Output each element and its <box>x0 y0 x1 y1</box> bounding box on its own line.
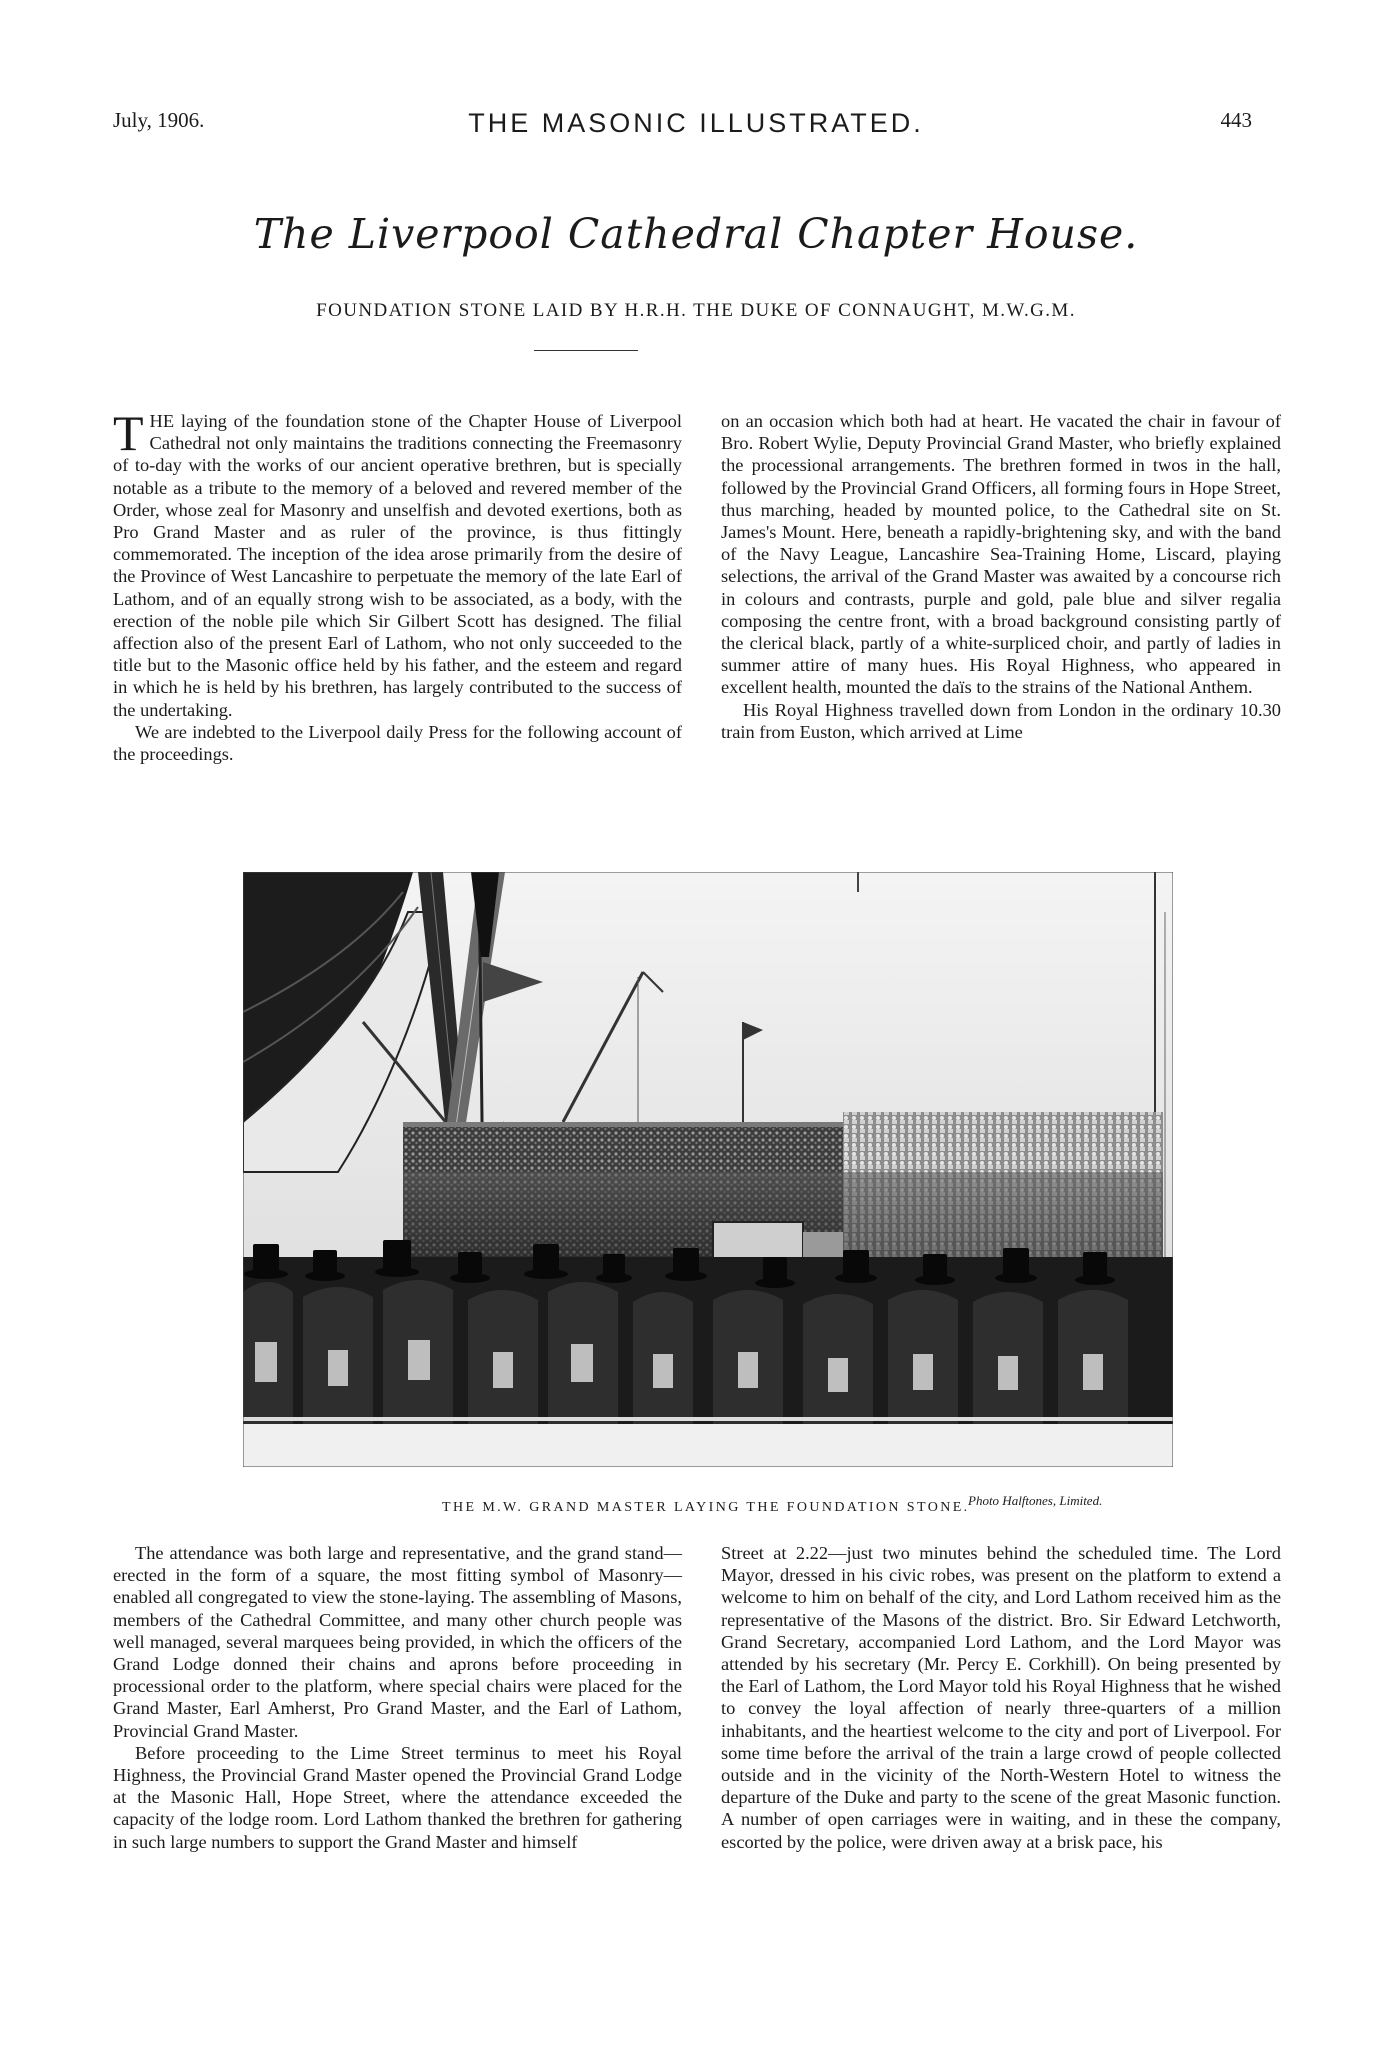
paragraph: Street at 2.22—just two minutes behind the scheduled time. The Lord Mayor, dressed in his civic robes, was present on the platform to extend a welcome to him on behalf of the city, and Lord Lathom received him as the representative of the Masons of the district. Bro. Sir Edward Letchworth, Grand Secretary, accompanied Lord Lathom, and the Lord Mayor was attended by his secretary (Mr. Percy E. Corkhill). On being presented by the Earl of Lathom, the Lord Mayor told his Royal Highness that he wished to convey the loyal affection of nearly three-quarters of a million inhabitants, and the heartiest welcome to the city and port of Liverpool. For some time before the arrival of the train a large crowd of people collected outside and in the vicinity of the North-Western Hotel to witness the departure of the Duke and party to the scene of the great Masonic function. A number of open carriages were in waiting, and in these the company, escorted by the police, were driven away at a brisk pace, his <box>721 1543 1281 1852</box>
article-title: The Liverpool Cathedral Chapter House. <box>253 210 1139 258</box>
page-number: 443 <box>1220 108 1252 132</box>
running-header <box>0 108 1392 148</box>
paragraph: Before proceeding to the Lime Street terminus to meet his Royal Highness, the Provincial Grand Master opened the Provincial Grand Lodge at the Masonic Hall, Hope Street, where the attendance exceeded the capacity of the lodge room. Lord Lathom thanked the brethren for gathering in such large numbers to support the Grand Master and himself <box>113 1742 682 1852</box>
drop-cap: T <box>113 405 144 461</box>
photo-caption: THE M.W. GRAND MASTER LAYING THE FOUNDATION STONE. <box>442 1500 970 1515</box>
text-column-2 <box>721 410 1281 743</box>
paragraph: His Royal Highness travelled down from London in the ordinary 10.30 train from Euston, which arrived at Lime <box>721 699 1281 742</box>
paragraph: on an occasion which both had at heart. He vacated the chair in favour of Bro. Robert Wylie, Deputy Provincial Grand Master, who briefly explained the processional arrangements. The brethren formed in twos in the hall, followed by the Provincial Grand Officers, all forming fours in Hope Street, thus marching, headed by mounted police, to the Cathedral site on St. James's Mount. Here, beneath a rapidly-brightening sky, and with the band of the Navy League, Lancashire Sea-Training Home, Liscard, playing selections, the arrival of the Grand Master was awaited by a concourse rich in colours and contrasts, purple and gold, pale blue and silver regalia composing the centre front, with a broad background consisting partly of the clerical black, partly of a white-surpliced choir, and partly of ladies in summer attire of many hues. His Royal Highness, who appeared in excellent health, mounted the daïs to the strains of the National Anthem. <box>721 411 1281 698</box>
paragraph: The attendance was both large and representative, and the grand stand—erected in the form of a square, the most fitting symbol of Masonry—enabled all congregated to view the stone-laying. The assembling of Masons, members of the Cathedral Committee, and many other church people was well managed, several marquees being provided, in which the officers of the Grand Lodge donned their chains and aprons before proceeding in processional order to the platform, where special chairs were placed for the Grand Master, Earl Amherst, Pro Grand Master, and the Earl of Lathom, Provincial Grand Master. <box>113 1543 682 1741</box>
paragraph: We are indebted to the Liverpool daily Press for the following account of the proceedings. <box>113 721 682 765</box>
paragraph-text: HE laying of the foundation stone of the Chapter House of Liverpool Cathedral not only maintains the traditions connecting the Freemasonry of to-day with the works of our ancient operative brethren, but is specially notable as a tribute to the memory of a beloved and revered member of the Order, whose zeal for Masonry and unselfish and devoted exertions, both as Pro Grand Master and as ruler of the province, is thus fittingly commemorated. The inception of the idea arose primarily from the desire of the Province of West Lancashire to perpetuate the memory of the late Earl of Lathom, and of an equally strong wish to be associated, as a body, with the erection of the noble pile which Sir Gilbert Scott has designed. The filial affection also of the present Earl of Lathom, who not only succeeded to the title but to the Masonic office held by his father, and the esteem and regard in which he is held by his brethren, has largely contributed to the success of the undertaking. <box>113 411 682 720</box>
photo-credit: Photo Halftones, Limited. <box>968 1493 1103 1508</box>
ceremony-photograph <box>243 872 1173 1467</box>
article-subtitle: FOUNDATION STONE LAID BY H.R.H. THE DUKE OF CONNAUGHT, M.W.G.M. <box>316 300 1076 321</box>
text-column-4 <box>721 1542 1281 1853</box>
text-column-3 <box>113 1542 682 1853</box>
text-column-1 <box>113 405 682 765</box>
paragraph <box>113 405 682 721</box>
title-rule <box>534 350 638 351</box>
publication-title: THE MASONIC ILLUSTRATED. <box>468 108 924 138</box>
issue-date: July, 1906. <box>113 108 205 132</box>
